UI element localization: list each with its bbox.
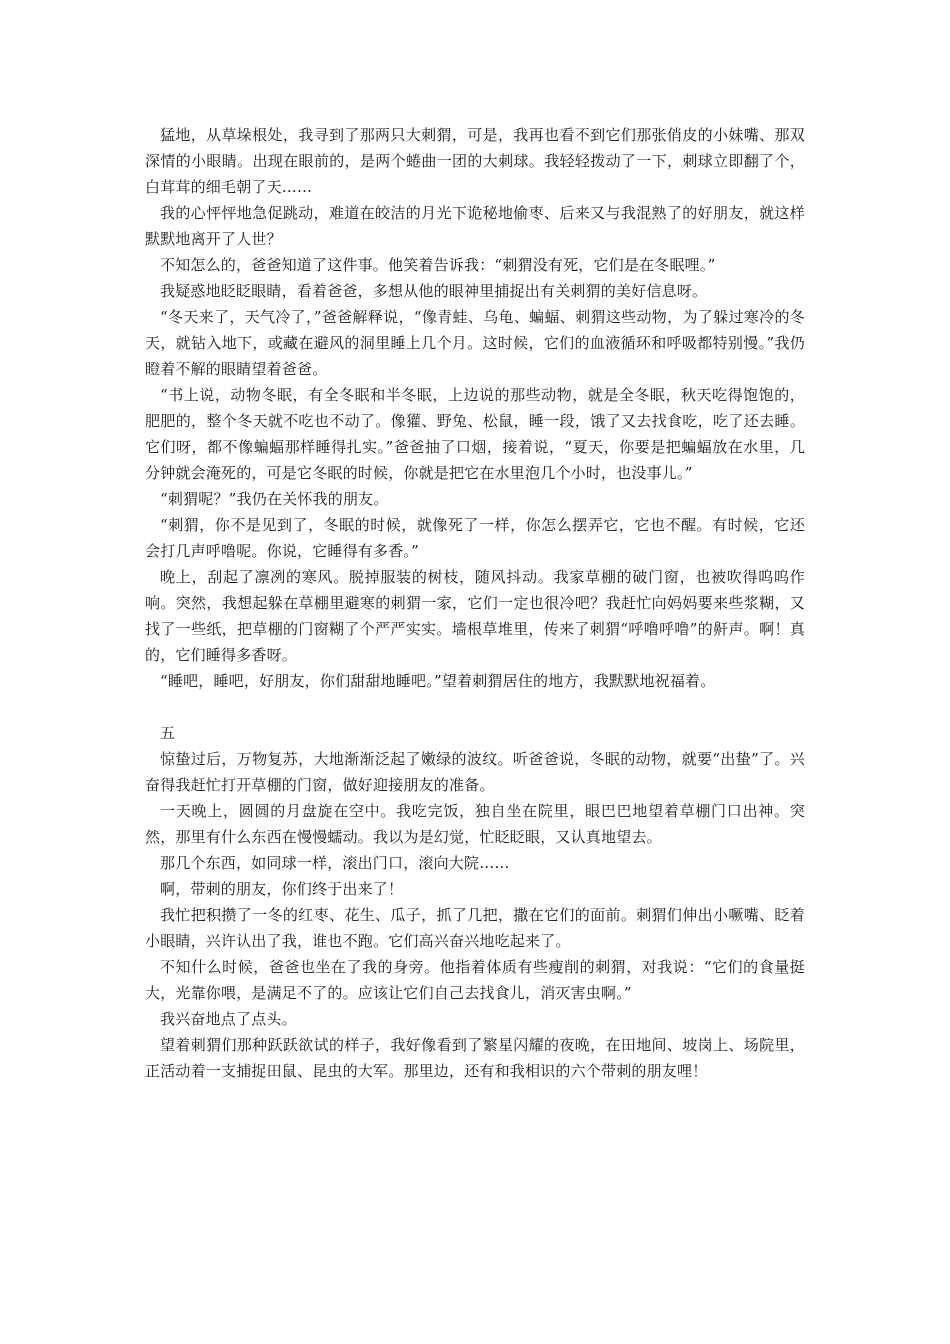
paragraph: 我兴奋地点了点头。 — [160, 1010, 297, 1028]
paragraph: 猛地，从草垛根处，我寻到了那两只大刺猬，可是，我再也看不到它们那张俏皮的小妹嘴、那双深情的小眼睛。出现在眼前的，是两个蜷曲一团的大刺球。我轻轻拨动了一下，刺球立即翻了个，白茸茸的细毛朝了天…… — [145, 126, 805, 196]
paragraph: 惊蛰过后，万物复苏，大地渐渐泛起了嫩绿的波纹。听爸爸说，冬眠的动物，就要“出蛰”了。兴奋得我赶忙打开草棚的门窗，做好迎接朋友的准备。 — [145, 750, 805, 794]
paragraph: “刺猬，你不是见到了，冬眠的时候，就像死了一样，你怎么摆弄它，它也不醒。有时候，它还会打几声呼噜呢。你说，它睡得有多香。” — [145, 516, 805, 560]
paragraph: “刺猬呢？”我仍在关怀我的朋友。 — [160, 490, 389, 508]
paragraph: “书上说，动物冬眠，有全冬眠和半冬眠，上边说的那些动物，就是全冬眠，秋天吃得饱饱的，肥肥的，整个冬天就不吃也不动了。像獾、野兔、松鼠，睡一段，饿了又去找食吃，吃了还去睡。它们呀，都不像蝙蝠那样睡得扎实。”爸爸抽了口烟，接着说，“夏天，你要是把蝙蝠放在水里，几分钟就会淹死的，可是它冬眠的时候，你就是把它在水里泡几个小时，也没事儿。” — [145, 386, 805, 482]
paragraph: 我忙把积攒了一冬的红枣、花生、瓜子，抓了几把，撒在它们的面前。刺猬们伸出小噘嘴、眨着小眼睛，兴许认出了我，谁也不跑。它们高兴奋兴地吃起来了。 — [145, 906, 805, 950]
document-body — [145, 122, 805, 1084]
paragraph: 那几个东西，如同球一样，滚出门口，滚向大院…… — [160, 854, 510, 872]
paragraph: 啊，带刺的朋友，你们终于出来了！ — [160, 880, 404, 898]
section-heading: 五 — [160, 724, 176, 742]
paragraph: 我的心怦怦地急促跳动，难道在皎洁的月光下诡秘地偷枣、后来又与我混熟了的好朋友，就这样默默地离开了人世？ — [145, 204, 805, 248]
paragraph: 我疑惑地眨眨眼睛，看着爸爸，多想从他的眼神里捕捉出有关刺猬的美好信息呀。 — [160, 282, 708, 300]
paragraph: “冬天来了，天气冷了，”爸爸解释说，“像青蛙、乌龟、蝙蝠、刺猬这些动物，为了躲过寒冷的冬天，就钻入地下，或藏在避风的洞里睡上几个月。这时候，它们的血液循环和呼吸都特别慢。”我仍瞪着不解的眼睛望着爸爸。 — [145, 308, 805, 378]
paragraph: 不知什么时候，爸爸也坐在了我的身旁。他指着体质有些瘦削的刺猬，对我说：“它们的食量挺大，光靠你喂，是满足不了的。应该让它们自己去找食儿，消灭害虫啊。” — [145, 958, 805, 1002]
paragraph: 望着刺猬们那种跃跃欲试的样子，我好像看到了繁星闪耀的夜晚，在田地间、坡岗上、场院里，正活动着一支捕捉田鼠、昆虫的大军。那里边，还有和我相识的六个带刺的朋友哩！ — [145, 1036, 805, 1080]
paragraph: 不知怎么的，爸爸知道了这件事。他笑着告诉我：“刺猬没有死，它们是在冬眠哩。” — [160, 256, 716, 274]
paragraph: “睡吧，睡吧，好朋友，你们甜甜地睡吧。”望着刺猬居住的地方，我默默地祝福着。 — [160, 672, 716, 690]
paragraph: 一天晚上，圆圆的月盘旋在空中。我吃完饭，独自坐在院里，眼巴巴地望着草棚门口出神。突然，那里有什么东西在慢慢蠕动。我以为是幻觉，忙眨眨眼，又认真地望去。 — [145, 802, 805, 846]
paragraph: 晚上，刮起了凛冽的寒风。脱掉服装的树枝，随风抖动。我家草棚的破门窗，也被吹得呜呜作响。突然，我想起躲在草棚里避寒的刺猬一家，它们一定也很冷吧？我赶忙向妈妈要来些浆糊，又找了一些纸，把草棚的门窗糊了个严严实实。墙根草堆里，传来了刺猬“呼噜呼噜”的鼾声。啊！真的，它们睡得多香呀。 — [145, 568, 805, 664]
